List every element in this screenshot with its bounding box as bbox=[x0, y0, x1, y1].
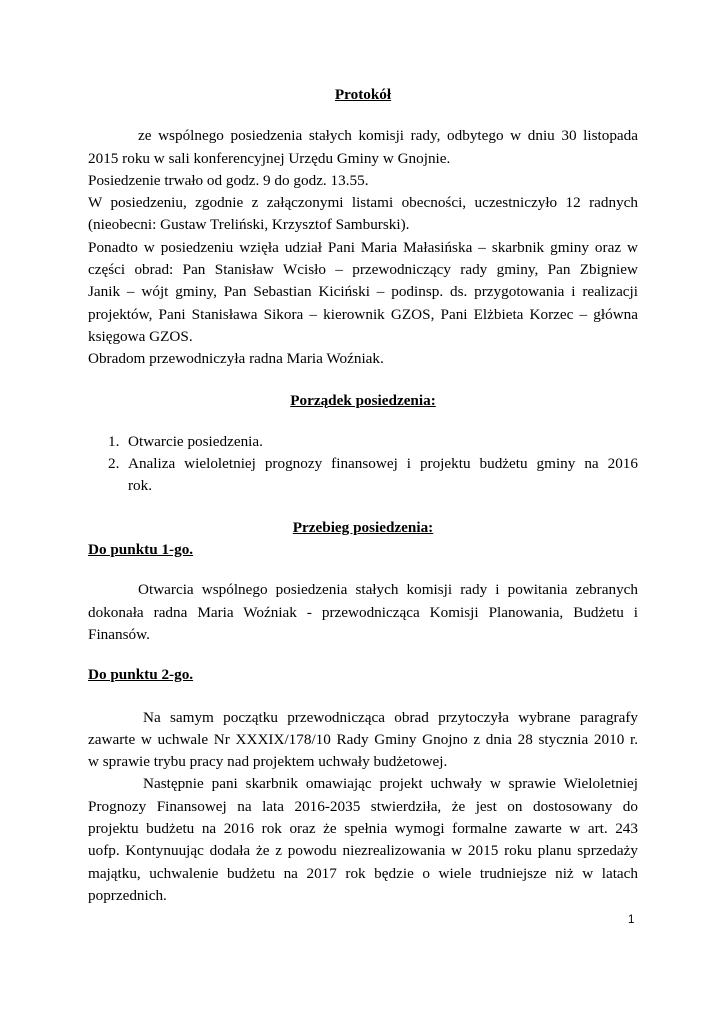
point2-line: majątku, uchwalenie budżetu na 2017 rok będzie o wiele trudniejsze niż w latach bbox=[88, 864, 638, 882]
intro-section bbox=[88, 125, 638, 370]
agenda-heading-wrap bbox=[88, 390, 638, 412]
point2-line: poprzednich. bbox=[88, 886, 167, 904]
proceedings-heading: Przebieg posiedzenia: bbox=[292, 518, 434, 536]
intro-line: księgowa GZOS. bbox=[88, 327, 193, 345]
point2-line: Prognozy Finansowej na lata 2016-2035 stwierdziła, że jest on dostosowany do bbox=[88, 797, 638, 815]
agenda-item-text: Analiza wieloletniej prognozy finansowej i projektu budżetu gminy na 2016 bbox=[128, 455, 638, 473]
proceedings-heading-wrap bbox=[88, 517, 638, 539]
point2-heading: Do punktu 2-go. bbox=[88, 666, 194, 684]
intro-line: projektów, Pani Stanisława Sikora – kierownik GZOS, Pani Elżbieta Korzec – główna bbox=[88, 305, 638, 323]
point2-line: Następnie pani skarbnik omawiając projekt uchwały w sprawie Wieloletniej bbox=[143, 775, 638, 793]
point1-heading-wrap bbox=[88, 539, 638, 561]
point2-line: projektu budżetu na 2016 rok oraz że spełnia wymogi formalne zawarte w art. 243 bbox=[88, 820, 638, 838]
agenda-item bbox=[88, 453, 638, 498]
intro-line: Obradom przewodniczyła radna Maria Woźniak. bbox=[88, 350, 384, 368]
intro-line: W posiedzeniu, zgodnie z załączonymi listami obecności, uczestniczyło 12 radnych bbox=[88, 194, 638, 212]
agenda-item-number: 1. bbox=[108, 432, 120, 450]
intro-line: ze wspólnego posiedzenia stałych komisji rady, odbytego w dniu 30 listopada bbox=[138, 127, 638, 145]
agenda-item-text: Otwarcie posiedzenia. bbox=[128, 432, 263, 450]
point2-line: zawarte w uchwale Nr XXXIX/178/10 Rady Gminy Gnojno z dnia 28 stycznia 2010 r. bbox=[88, 730, 638, 748]
intro-line: (nieobecni: Gustaw Treliński, Krzysztof Samburski). bbox=[88, 216, 410, 234]
intro-line: Ponadto w posiedzeniu wzięła udział Pani Maria Małasińska – skarbnik gminy oraz w bbox=[88, 238, 638, 256]
point2-line: Na samym początku przewodnicząca obrad przytoczyła wybrane paragrafy bbox=[143, 708, 638, 726]
agenda-list bbox=[88, 431, 638, 498]
agenda-item-text: rok. bbox=[128, 477, 153, 495]
point1-line: Finansów. bbox=[88, 625, 150, 643]
point2-body bbox=[88, 707, 638, 908]
intro-line: Posiedzenie trwało od godz. 9 do godz. 13.55. bbox=[88, 171, 369, 189]
intro-line: 2015 roku w sali konferencyjnej Urzędu Gminy w Gnojnie. bbox=[88, 149, 451, 167]
document-page bbox=[88, 80, 638, 907]
agenda-heading: Porządek posiedzenia: bbox=[290, 391, 436, 409]
point1-line: dokonała radna Maria Woźniak - przewodnicząca Komisji Planowania, Budżetu i bbox=[88, 603, 638, 621]
point1-heading: Do punktu 1-go. bbox=[88, 541, 194, 559]
point2-heading-wrap bbox=[88, 664, 638, 686]
agenda-item-number: 2. bbox=[108, 455, 120, 473]
point1-line: Otwarcia wspólnego posiedzenia stałych komisji rady i powitania zebranych bbox=[138, 581, 638, 599]
page-number: 1 bbox=[628, 914, 635, 926]
point2-line: w sprawie trybu pracy nad projektem uchwały budżetowej. bbox=[88, 753, 448, 771]
point1-body bbox=[88, 579, 638, 646]
agenda-item bbox=[88, 431, 638, 453]
point2-line: uofp. Kontynuując dodała że z powodu niezrealizowania w 2015 roku planu sprzedaży bbox=[88, 842, 638, 860]
document-title-wrap bbox=[88, 84, 638, 106]
document-title: Protokół bbox=[334, 86, 392, 103]
intro-line: części obrad: Pan Stanisław Wcisło – przewodniczący rady gminy, Pan Zbigniew bbox=[88, 261, 638, 279]
intro-line: Janik – wójt gminy, Pan Sebastian Kiciński – podinsp. ds. przygotowania i realizacji bbox=[88, 283, 638, 301]
